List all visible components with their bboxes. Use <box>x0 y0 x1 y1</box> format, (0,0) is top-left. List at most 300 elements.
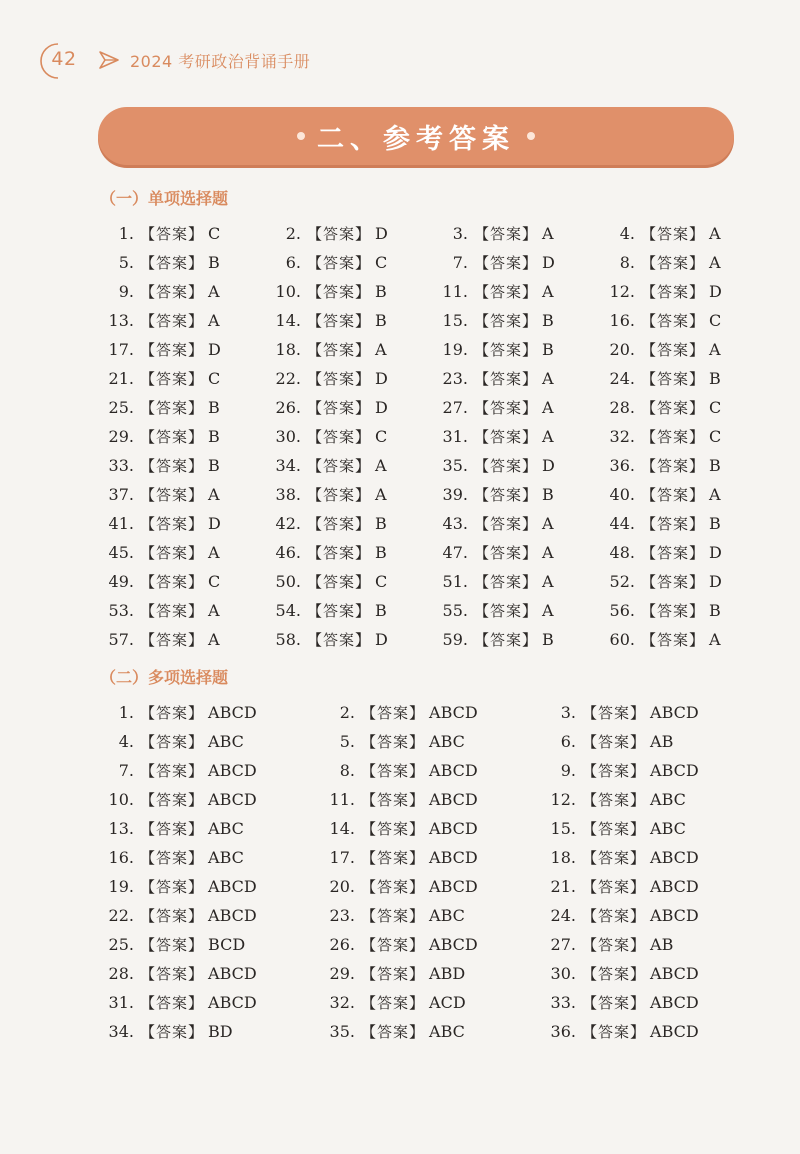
answer-value: B <box>709 514 721 533</box>
answer-value: B <box>542 311 554 330</box>
answer-label: 【答案】 <box>140 370 205 388</box>
answer-value: C <box>709 398 722 417</box>
answer-item <box>434 364 601 393</box>
answer-item <box>267 596 434 625</box>
answer-value: ABCD <box>429 877 478 896</box>
answer-item <box>601 509 740 538</box>
answer-item <box>434 219 601 248</box>
question-number: 4. <box>619 224 635 243</box>
question-number: 32. <box>609 427 635 446</box>
answer-value: ABC <box>429 732 465 751</box>
answer-label: 【答案】 <box>361 994 426 1012</box>
answer-value: A <box>709 630 721 649</box>
answer-value: ABC <box>650 790 686 809</box>
answer-item <box>601 422 740 451</box>
answer-label: 【答案】 <box>140 994 205 1012</box>
question-number: 4. <box>118 732 134 751</box>
question-number: 6. <box>560 732 576 751</box>
answer-label: 【答案】 <box>361 791 426 809</box>
answer-item <box>601 625 740 654</box>
question-number: 15. <box>550 819 576 838</box>
answer-item <box>267 567 434 596</box>
answer-label: 【答案】 <box>307 399 372 417</box>
answer-label: 【答案】 <box>582 994 647 1012</box>
question-number: 8. <box>619 253 635 272</box>
answer-item <box>321 814 542 843</box>
answer-item <box>100 306 267 335</box>
question-number: 43. <box>442 514 468 533</box>
answer-value: A <box>542 224 554 243</box>
answer-label: 【答案】 <box>140 733 205 751</box>
answer-value: B <box>709 456 721 475</box>
answer-value: ABD <box>429 964 466 983</box>
question-number: 5. <box>339 732 355 751</box>
answer-item <box>100 1017 321 1046</box>
question-number: 54. <box>275 601 301 620</box>
answer-label: 【答案】 <box>140 791 205 809</box>
question-number: 55. <box>442 601 468 620</box>
answer-value: ABCD <box>208 703 257 722</box>
question-number: 35. <box>329 1022 355 1041</box>
question-number: 30. <box>550 964 576 983</box>
question-number: 14. <box>275 311 301 330</box>
single-choice-heading: （一）单项选择题 <box>100 189 229 208</box>
answer-value: B <box>375 311 387 330</box>
answer-item <box>267 451 434 480</box>
answer-label: 【答案】 <box>307 428 372 446</box>
answer-value: A <box>375 340 387 359</box>
answer-item <box>100 422 267 451</box>
answer-label: 【答案】 <box>582 791 647 809</box>
answer-value: ABCD <box>429 935 478 954</box>
answer-item <box>267 277 434 306</box>
question-number: 56. <box>609 601 635 620</box>
answer-item <box>100 988 321 1017</box>
page-header <box>36 40 310 80</box>
answer-item <box>601 277 740 306</box>
answer-label: 【答案】 <box>641 283 706 301</box>
answer-label: 【答案】 <box>307 283 372 301</box>
answer-value: C <box>375 253 388 272</box>
question-number: 2. <box>285 224 301 243</box>
answer-item <box>100 814 321 843</box>
question-number: 20. <box>609 340 635 359</box>
question-number: 18. <box>550 848 576 867</box>
answer-item <box>100 930 321 959</box>
question-number: 33. <box>108 456 134 475</box>
answer-value: ABCD <box>650 761 699 780</box>
answer-value: ABCD <box>650 906 699 925</box>
answer-item <box>100 756 321 785</box>
answer-value: AB <box>650 935 674 954</box>
answer-item <box>434 248 601 277</box>
question-number: 18. <box>275 340 301 359</box>
answer-label: 【答案】 <box>307 602 372 620</box>
question-number: 48. <box>609 543 635 562</box>
answer-label: 【答案】 <box>140 602 205 620</box>
question-number: 17. <box>329 848 355 867</box>
question-number: 22. <box>275 369 301 388</box>
question-number: 12. <box>609 282 635 301</box>
answer-item <box>321 959 542 988</box>
answer-value: A <box>542 427 554 446</box>
answer-item <box>542 1017 740 1046</box>
answer-value: B <box>375 514 387 533</box>
answer-item <box>321 1017 542 1046</box>
question-number: 10. <box>275 282 301 301</box>
answer-value: B <box>208 427 220 446</box>
question-number: 35. <box>442 456 468 475</box>
question-number: 50. <box>275 572 301 591</box>
answer-label: 【答案】 <box>140 573 205 591</box>
answer-value: ABCD <box>208 761 257 780</box>
answer-value: B <box>709 601 721 620</box>
answer-value: A <box>208 311 220 330</box>
question-number: 13. <box>108 819 134 838</box>
question-number: 21. <box>550 877 576 896</box>
question-number: 24. <box>550 906 576 925</box>
question-number: 5. <box>118 253 134 272</box>
question-number: 41. <box>108 514 134 533</box>
answer-value: ABC <box>429 1022 465 1041</box>
answer-value: B <box>208 398 220 417</box>
answer-value: C <box>208 224 221 243</box>
question-number: 16. <box>108 848 134 867</box>
question-number: 59. <box>442 630 468 649</box>
answer-label: 【答案】 <box>361 733 426 751</box>
book-title: 2024 考研政治背诵手册 <box>130 51 311 71</box>
answer-item <box>267 364 434 393</box>
answer-label: 【答案】 <box>474 312 539 330</box>
question-number: 3. <box>560 703 576 722</box>
answer-item <box>542 727 740 756</box>
answer-item <box>601 335 740 364</box>
question-number: 12. <box>550 790 576 809</box>
answer-item <box>100 843 321 872</box>
answer-item <box>434 277 601 306</box>
answer-label: 【答案】 <box>641 312 706 330</box>
answer-label: 【答案】 <box>307 544 372 562</box>
answer-value: C <box>375 427 388 446</box>
answer-item <box>601 306 740 335</box>
question-number: 10. <box>108 790 134 809</box>
answer-value: D <box>709 282 722 301</box>
answer-label: 【答案】 <box>474 341 539 359</box>
question-number: 24. <box>609 369 635 388</box>
answer-item <box>434 451 601 480</box>
banner-dot-right <box>527 132 535 140</box>
question-number: 28. <box>108 964 134 983</box>
answer-value: A <box>542 601 554 620</box>
answer-item <box>100 625 267 654</box>
answer-label: 【答案】 <box>582 965 647 983</box>
question-number: 30. <box>275 427 301 446</box>
answer-label: 【答案】 <box>641 399 706 417</box>
answer-label: 【答案】 <box>140 965 205 983</box>
answer-label: 【答案】 <box>474 428 539 446</box>
answer-item <box>434 596 601 625</box>
answer-label: 【答案】 <box>140 1023 205 1041</box>
banner-title: 二、参考答案 <box>317 123 515 155</box>
question-number: 60. <box>609 630 635 649</box>
question-number: 27. <box>550 935 576 954</box>
answer-label: 【答案】 <box>307 457 372 475</box>
question-number: 21. <box>108 369 134 388</box>
question-number: 34. <box>275 456 301 475</box>
answer-label: 【答案】 <box>140 341 205 359</box>
answer-item <box>100 248 267 277</box>
section-banner <box>98 107 734 165</box>
answer-label: 【答案】 <box>140 907 205 925</box>
answer-value: A <box>709 340 721 359</box>
answer-value: A <box>542 282 554 301</box>
answer-item <box>100 596 267 625</box>
answer-value: D <box>375 630 388 649</box>
answer-item <box>434 567 601 596</box>
answer-item <box>267 422 434 451</box>
answer-label: 【答案】 <box>361 936 426 954</box>
question-number: 17. <box>108 340 134 359</box>
answer-value: A <box>709 253 721 272</box>
question-number: 39. <box>442 485 468 504</box>
answer-label: 【答案】 <box>140 936 205 954</box>
question-number: 49. <box>108 572 134 591</box>
answer-value: ABC <box>208 848 244 867</box>
answer-label: 【答案】 <box>474 457 539 475</box>
answer-value: A <box>709 224 721 243</box>
answer-label: 【答案】 <box>474 486 539 504</box>
answer-label: 【答案】 <box>140 428 205 446</box>
answer-item <box>434 393 601 422</box>
answer-value: A <box>542 543 554 562</box>
answer-item <box>321 756 542 785</box>
answer-item <box>434 306 601 335</box>
answer-label: 【答案】 <box>474 602 539 620</box>
answer-label: 【答案】 <box>361 820 426 838</box>
answer-label: 【答案】 <box>641 486 706 504</box>
answer-item <box>100 959 321 988</box>
answer-value: A <box>375 456 387 475</box>
answer-label: 【答案】 <box>582 820 647 838</box>
question-number: 28. <box>609 398 635 417</box>
answer-item <box>434 538 601 567</box>
answer-item <box>267 509 434 538</box>
answer-item <box>267 480 434 509</box>
answer-item <box>434 480 601 509</box>
answer-label: 【答案】 <box>361 704 426 722</box>
answer-label: 【答案】 <box>582 878 647 896</box>
answer-label: 【答案】 <box>140 399 205 417</box>
answer-value: A <box>208 630 220 649</box>
question-number: 26. <box>329 935 355 954</box>
answer-label: 【答案】 <box>582 936 647 954</box>
question-number: 27. <box>442 398 468 417</box>
multiple-choice-answers <box>100 698 740 1046</box>
answer-value: ABCD <box>208 906 257 925</box>
answer-value: D <box>208 340 221 359</box>
answer-value: C <box>208 572 221 591</box>
answer-label: 【答案】 <box>361 849 426 867</box>
answer-label: 【答案】 <box>474 254 539 272</box>
answer-value: ACD <box>429 993 466 1012</box>
question-number: 33. <box>550 993 576 1012</box>
answer-label: 【答案】 <box>140 704 205 722</box>
answer-label: 【答案】 <box>307 515 372 533</box>
answer-item <box>267 625 434 654</box>
answer-item <box>601 393 740 422</box>
answer-value: ABCD <box>650 703 699 722</box>
answer-value: ABCD <box>429 790 478 809</box>
answer-value: C <box>709 427 722 446</box>
answer-value: B <box>709 369 721 388</box>
question-number: 25. <box>108 398 134 417</box>
answer-value: ABCD <box>650 848 699 867</box>
answer-item <box>601 248 740 277</box>
question-number: 47. <box>442 543 468 562</box>
answer-label: 【答案】 <box>641 254 706 272</box>
question-number: 51. <box>442 572 468 591</box>
answer-item <box>321 698 542 727</box>
question-number: 44. <box>609 514 635 533</box>
answer-label: 【答案】 <box>307 312 372 330</box>
answer-item <box>321 785 542 814</box>
answer-item <box>321 872 542 901</box>
answer-label: 【答案】 <box>140 457 205 475</box>
question-number: 2. <box>339 703 355 722</box>
question-number: 38. <box>275 485 301 504</box>
answer-label: 【答案】 <box>140 820 205 838</box>
answer-item <box>100 567 267 596</box>
answer-value: D <box>709 543 722 562</box>
question-number: 29. <box>108 427 134 446</box>
question-number: 29. <box>329 964 355 983</box>
answer-value: ABCD <box>650 993 699 1012</box>
answer-item <box>321 843 542 872</box>
answer-label: 【答案】 <box>641 515 706 533</box>
answer-value: B <box>375 543 387 562</box>
answer-value: B <box>208 456 220 475</box>
answer-value: A <box>709 485 721 504</box>
answer-value: A <box>208 543 220 562</box>
answer-value: ABC <box>650 819 686 838</box>
answer-label: 【答案】 <box>641 573 706 591</box>
answer-label: 【答案】 <box>474 544 539 562</box>
question-number: 9. <box>560 761 576 780</box>
answer-label: 【答案】 <box>582 907 647 925</box>
question-number: 31. <box>442 427 468 446</box>
question-number: 34. <box>108 1022 134 1041</box>
answer-value: B <box>375 601 387 620</box>
answer-item <box>542 756 740 785</box>
answer-value: ABCD <box>429 703 478 722</box>
answer-value: B <box>375 282 387 301</box>
answer-value: ABC <box>208 819 244 838</box>
answer-value: D <box>375 224 388 243</box>
question-number: 36. <box>609 456 635 475</box>
answer-label: 【答案】 <box>140 254 205 272</box>
answer-label: 【答案】 <box>474 631 539 649</box>
answer-item <box>267 219 434 248</box>
question-number: 57. <box>108 630 134 649</box>
answer-value: A <box>375 485 387 504</box>
answer-value: ABCD <box>429 761 478 780</box>
question-number: 52. <box>609 572 635 591</box>
question-number: 20. <box>329 877 355 896</box>
answer-label: 【答案】 <box>140 878 205 896</box>
answer-label: 【答案】 <box>474 370 539 388</box>
answer-label: 【答案】 <box>641 370 706 388</box>
answer-item <box>100 727 321 756</box>
answer-label: 【答案】 <box>641 225 706 243</box>
answer-label: 【答案】 <box>474 399 539 417</box>
answer-label: 【答案】 <box>361 1023 426 1041</box>
question-number: 53. <box>108 601 134 620</box>
answer-label: 【答案】 <box>474 573 539 591</box>
answer-value: ABCD <box>208 790 257 809</box>
answer-item <box>542 988 740 1017</box>
answer-label: 【答案】 <box>140 631 205 649</box>
question-number: 8. <box>339 761 355 780</box>
answer-item <box>267 335 434 364</box>
question-number: 13. <box>108 311 134 330</box>
answer-value: D <box>542 253 555 272</box>
question-number: 16. <box>609 311 635 330</box>
answer-label: 【答案】 <box>307 341 372 359</box>
answer-item <box>267 393 434 422</box>
answer-value: B <box>208 253 220 272</box>
question-number: 31. <box>108 993 134 1012</box>
answer-value: B <box>542 340 554 359</box>
answer-value: D <box>375 398 388 417</box>
answer-value: A <box>542 369 554 388</box>
answer-item <box>542 814 740 843</box>
answer-value: A <box>208 485 220 504</box>
question-number: 25. <box>108 935 134 954</box>
answer-label: 【答案】 <box>641 631 706 649</box>
question-number: 15. <box>442 311 468 330</box>
answer-item <box>100 538 267 567</box>
answer-item <box>100 785 321 814</box>
answer-value: BD <box>208 1022 233 1041</box>
answer-value: ABCD <box>650 964 699 983</box>
answer-label: 【答案】 <box>582 762 647 780</box>
answer-item <box>542 698 740 727</box>
page-number-badge <box>36 40 86 80</box>
answer-value: ABCD <box>429 819 478 838</box>
answer-label: 【答案】 <box>641 428 706 446</box>
answer-item <box>100 277 267 306</box>
question-number: 22. <box>108 906 134 925</box>
answer-item <box>434 625 601 654</box>
answer-item <box>321 727 542 756</box>
question-number: 11. <box>442 282 468 301</box>
answer-label: 【答案】 <box>474 283 539 301</box>
answer-value: C <box>375 572 388 591</box>
question-number: 1. <box>118 224 134 243</box>
answer-item <box>542 930 740 959</box>
answer-value: ABC <box>208 732 244 751</box>
answer-item <box>542 872 740 901</box>
question-number: 11. <box>329 790 355 809</box>
answer-item <box>601 480 740 509</box>
question-number: 23. <box>442 369 468 388</box>
answer-label: 【答案】 <box>582 733 647 751</box>
answer-label: 【答案】 <box>361 965 426 983</box>
answer-value: ABCD <box>650 1022 699 1041</box>
answer-item <box>100 219 267 248</box>
answer-label: 【答案】 <box>641 602 706 620</box>
answer-value: D <box>208 514 221 533</box>
